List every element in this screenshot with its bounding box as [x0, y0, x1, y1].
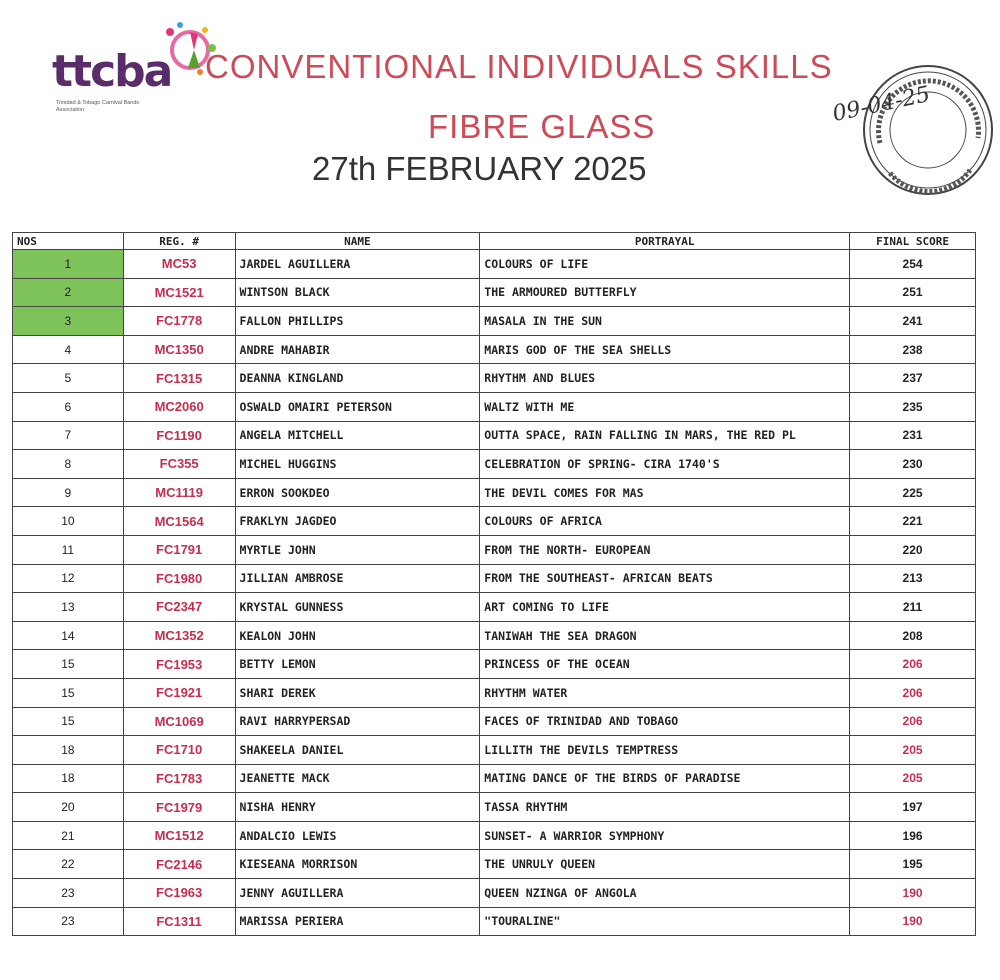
cell-reg-number: FC1710: [123, 736, 235, 765]
cell-nos: 18: [13, 764, 124, 793]
table-row: [13, 621, 976, 650]
cell-final-score: 251: [850, 278, 976, 307]
cell-reg-number: MC2060: [123, 392, 235, 421]
cell-reg-number: FC1963: [123, 879, 235, 908]
column-header-name: NAME: [235, 233, 480, 250]
cell-reg-number: MC1512: [123, 821, 235, 850]
table-row: [13, 392, 976, 421]
cell-final-score: 196: [850, 821, 976, 850]
cell-portrayal: THE ARMOURED BUTTERFLY: [480, 278, 850, 307]
cell-name: SHARI DEREK: [235, 678, 480, 707]
cell-final-score: 208: [850, 621, 976, 650]
association-stamp: [850, 58, 1000, 208]
cell-nos: 11: [13, 535, 124, 564]
cell-name: ANGELA MITCHELL: [235, 421, 480, 450]
cell-final-score: 190: [850, 907, 976, 936]
cell-reg-number: FC1921: [123, 678, 235, 707]
cell-reg-number: MC53: [123, 250, 235, 279]
cell-portrayal: "TOURALINE": [480, 907, 850, 936]
cell-name: MICHEL HUGGINS: [235, 450, 480, 479]
cell-nos: 15: [13, 650, 124, 679]
cell-portrayal: COLOURS OF AFRICA: [480, 507, 850, 536]
ttcba-logo: [40, 20, 215, 115]
cell-nos: 4: [13, 335, 124, 364]
cell-nos: 21: [13, 821, 124, 850]
cell-name: JILLIAN AMBROSE: [235, 564, 480, 593]
cell-final-score: 206: [850, 707, 976, 736]
column-header-nos: NOS: [13, 233, 124, 250]
cell-final-score: 190: [850, 879, 976, 908]
cell-portrayal: QUEEN NZINGA OF ANGOLA: [480, 879, 850, 908]
cell-portrayal: CELEBRATION OF SPRING- CIRA 1740'S: [480, 450, 850, 479]
cell-reg-number: FC2347: [123, 593, 235, 622]
cell-portrayal: ART COMING TO LIFE: [480, 593, 850, 622]
cell-reg-number: FC1311: [123, 907, 235, 936]
table-row: [13, 821, 976, 850]
cell-reg-number: FC2146: [123, 850, 235, 879]
cell-portrayal: MASALA IN THE SUN: [480, 307, 850, 336]
cell-final-score: 231: [850, 421, 976, 450]
cell-portrayal: MATING DANCE OF THE BIRDS OF PARADISE: [480, 764, 850, 793]
cell-nos: 23: [13, 879, 124, 908]
cell-final-score: 220: [850, 535, 976, 564]
cell-final-score: 205: [850, 736, 976, 765]
table-row: [13, 907, 976, 936]
results-table: [12, 232, 976, 936]
table-row: [13, 278, 976, 307]
cell-nos: 13: [13, 593, 124, 622]
cell-name: JEANETTE MACK: [235, 764, 480, 793]
cell-name: NISHA HENRY: [235, 793, 480, 822]
cell-final-score: 254: [850, 250, 976, 279]
cell-nos: 1: [13, 250, 124, 279]
cell-reg-number: FC1190: [123, 421, 235, 450]
cell-nos: 14: [13, 621, 124, 650]
cell-reg-number: FC1791: [123, 535, 235, 564]
cell-name: ERRON SOOKDEO: [235, 478, 480, 507]
cell-name: BETTY LEMON: [235, 650, 480, 679]
cell-portrayal: COLOURS OF LIFE: [480, 250, 850, 279]
cell-nos: 6: [13, 392, 124, 421]
column-header-final-score: FINAL SCORE: [850, 233, 976, 250]
cell-name: DEANNA KINGLAND: [235, 364, 480, 393]
cell-nos: 9: [13, 478, 124, 507]
cell-portrayal: RHYTHM AND BLUES: [480, 364, 850, 393]
cell-portrayal: PRINCESS OF THE OCEAN: [480, 650, 850, 679]
cell-name: KIESEANA MORRISON: [235, 850, 480, 879]
cell-final-score: 195: [850, 850, 976, 879]
cell-nos: 7: [13, 421, 124, 450]
cell-portrayal: THE UNRULY QUEEN: [480, 850, 850, 879]
event-date: 27th FEBRUARY 2025: [312, 150, 647, 187]
cell-name: JARDEL AGUILLERA: [235, 250, 480, 279]
table-row: [13, 535, 976, 564]
cell-nos: 12: [13, 564, 124, 593]
cell-final-score: 211: [850, 593, 976, 622]
cell-nos: 15: [13, 707, 124, 736]
cell-portrayal: OUTTA SPACE, RAIN FALLING IN MARS, THE RED PL: [480, 421, 850, 450]
cell-portrayal: SUNSET- A WARRIOR SYMPHONY: [480, 821, 850, 850]
cell-final-score: 206: [850, 650, 976, 679]
cell-final-score: 213: [850, 564, 976, 593]
table-row: [13, 793, 976, 822]
table-row: [13, 564, 976, 593]
table-row: [13, 678, 976, 707]
cell-final-score: 221: [850, 507, 976, 536]
cell-final-score: 197: [850, 793, 976, 822]
cell-reg-number: MC1352: [123, 621, 235, 650]
cell-reg-number: MC1069: [123, 707, 235, 736]
cell-final-score: 225: [850, 478, 976, 507]
table-row: [13, 450, 976, 479]
cell-name: ANDRE MAHABIR: [235, 335, 480, 364]
table-row: [13, 850, 976, 879]
cell-reg-number: MC1521: [123, 278, 235, 307]
cell-name: RAVI HARRYPERSAD: [235, 707, 480, 736]
cell-portrayal: FROM THE NORTH- EUROPEAN: [480, 535, 850, 564]
cell-final-score: 235: [850, 392, 976, 421]
cell-reg-number: MC1119: [123, 478, 235, 507]
cell-nos: 5: [13, 364, 124, 393]
cell-name: FRAKLYN JAGDEO: [235, 507, 480, 536]
page-title: CONVENTIONAL INDIVIDUALS SKILLS: [205, 48, 833, 85]
cell-nos: 10: [13, 507, 124, 536]
column-header-reg: REG. #: [123, 233, 235, 250]
table-row: [13, 307, 976, 336]
handwritten-date: 09-04-25: [830, 81, 933, 128]
cell-name: MARISSA PERIERA: [235, 907, 480, 936]
cell-reg-number: FC355: [123, 450, 235, 479]
logo-subtitle: Trinidad & Tobago Carnival Bands Association: [56, 100, 140, 113]
cell-portrayal: THE DEVIL COMES FOR MAS: [480, 478, 850, 507]
cell-portrayal: WALTZ WITH ME: [480, 392, 850, 421]
table-row: [13, 364, 976, 393]
cell-name: FALLON PHILLIPS: [235, 307, 480, 336]
cell-nos: 18: [13, 736, 124, 765]
cell-nos: 22: [13, 850, 124, 879]
cell-name: SHAKEELA DANIEL: [235, 736, 480, 765]
cell-reg-number: MC1564: [123, 507, 235, 536]
cell-final-score: 237: [850, 364, 976, 393]
cell-reg-number: FC1783: [123, 764, 235, 793]
table-row: [13, 736, 976, 765]
cell-portrayal: TANIWAH THE SEA DRAGON: [480, 621, 850, 650]
cell-name: WINTSON BLACK: [235, 278, 480, 307]
logo-wordmark: ttcba: [52, 46, 172, 97]
cell-nos: 3: [13, 307, 124, 336]
cell-name: KEALON JOHN: [235, 621, 480, 650]
cell-reg-number: FC1979: [123, 793, 235, 822]
cell-reg-number: FC1315: [123, 364, 235, 393]
cell-name: MYRTLE JOHN: [235, 535, 480, 564]
cell-reg-number: FC1953: [123, 650, 235, 679]
cell-reg-number: MC1350: [123, 335, 235, 364]
table-row: [13, 335, 976, 364]
cell-nos: 2: [13, 278, 124, 307]
cell-nos: 20: [13, 793, 124, 822]
cell-nos: 8: [13, 450, 124, 479]
column-header-portrayal: PORTRAYAL: [480, 233, 850, 250]
table-header-row: [13, 233, 976, 250]
cell-nos: 23: [13, 907, 124, 936]
category-title: FIBRE GLASS: [428, 108, 656, 145]
cell-name: OSWALD OMAIRI PETERSON: [235, 392, 480, 421]
cell-portrayal: LILLITH THE DEVILS TEMPTRESS: [480, 736, 850, 765]
cell-final-score: 206: [850, 678, 976, 707]
cell-name: ANDALCIO LEWIS: [235, 821, 480, 850]
table-row: [13, 478, 976, 507]
cell-name: KRYSTAL GUNNESS: [235, 593, 480, 622]
cell-portrayal: TASSA RHYTHM: [480, 793, 850, 822]
table-row: [13, 879, 976, 908]
table-row: [13, 707, 976, 736]
table-row: [13, 250, 976, 279]
cell-final-score: 205: [850, 764, 976, 793]
cell-final-score: 230: [850, 450, 976, 479]
cell-reg-number: FC1778: [123, 307, 235, 336]
table-row: [13, 421, 976, 450]
table-row: [13, 507, 976, 536]
cell-final-score: 238: [850, 335, 976, 364]
table-row: [13, 650, 976, 679]
cell-nos: 15: [13, 678, 124, 707]
cell-portrayal: MARIS GOD OF THE SEA SHELLS: [480, 335, 850, 364]
table-row: [13, 593, 976, 622]
cell-portrayal: FACES OF TRINIDAD AND TOBAGO: [480, 707, 850, 736]
cell-portrayal: RHYTHM WATER: [480, 678, 850, 707]
cell-reg-number: FC1980: [123, 564, 235, 593]
table-row: [13, 764, 976, 793]
cell-name: JENNY AGUILLERA: [235, 879, 480, 908]
cell-final-score: 241: [850, 307, 976, 336]
cell-portrayal: FROM THE SOUTHEAST- AFRICAN BEATS: [480, 564, 850, 593]
